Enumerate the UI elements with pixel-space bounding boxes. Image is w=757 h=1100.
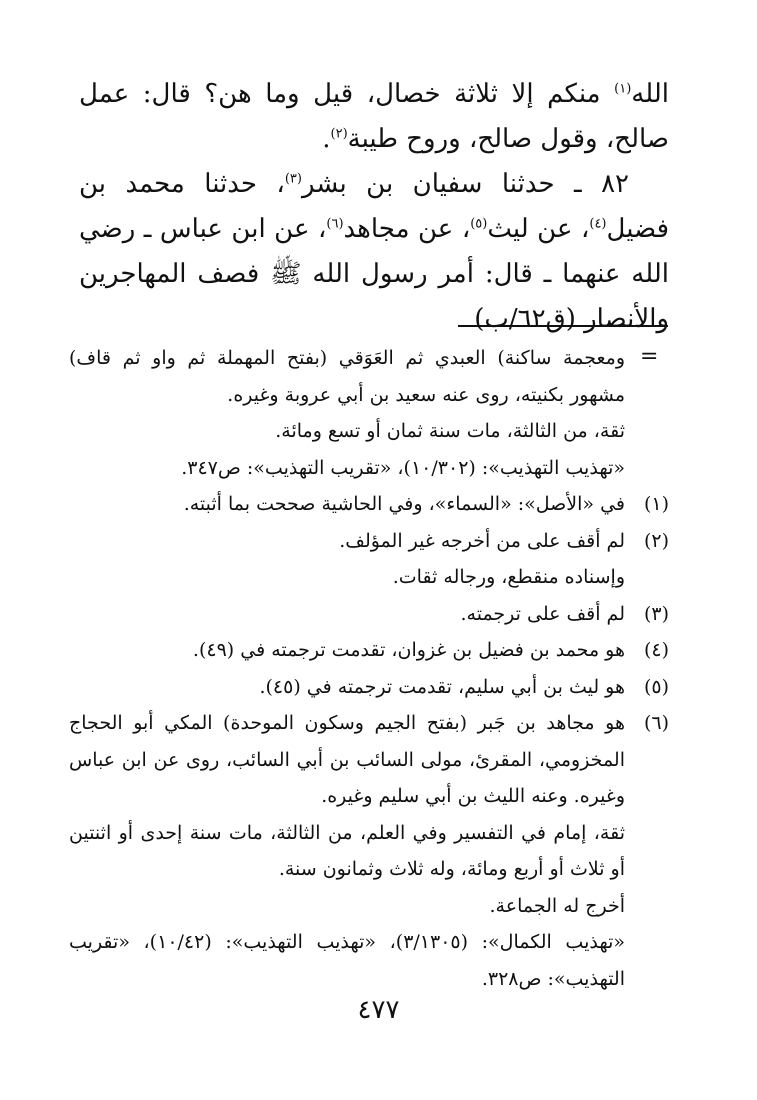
footnote-line: لم أقف على من أخرجه غير المؤلف. [339,529,625,552]
footnote-body [69,705,625,997]
footnote-3 [69,596,669,633]
footnote-2 [69,523,669,596]
text-segment: . [322,124,331,154]
footnote-4 [69,632,669,669]
footnote-ref-6: (٦) [326,216,344,232]
footnote-ref-1: (١) [614,81,632,97]
footnote-line: «تهذيب التهذيب»: (١٠/٣٠٢)، «تقريب التهذيب»: ص٣٤٧. [181,456,625,479]
footnotes [69,340,669,997]
text-segment: ، عن ليث [487,214,590,244]
main-paragraph-1 [79,72,669,162]
footnote-ref-5: (٥) [470,216,488,232]
footnote-ref-3: (٣) [284,171,302,187]
text-segment: ، حدثنا محمد بن فضيل [79,169,670,244]
footnote-line: هو مجاهد بن جَبر (بفتح الجيم وسكون الموحدة) المكي أبو الحجاج المخزومي، المقرئ، مولى السائب بن أبي السائب، روى عن ابن عباس وغيره. وعنه الليث بن أبي سليم وغيره. [69,712,625,807]
footnote-separator [458,325,668,327]
footnote-6 [69,705,669,997]
footnote-number: (٣) [643,602,669,625]
text-segment: منكم إلا ثلاثة خصال، قيل وما هن؟ قال: عمل صالح، [79,79,669,154]
continuation-mark: = [640,344,659,369]
footnote-number: (٦) [643,712,669,734]
footnote-continued [69,340,669,486]
footnote-ref-4: (٤) [589,216,607,232]
footnote-line: في «الأصل»: «السماء»، وفي الحاشية صححت بما أثبته. [183,493,625,515]
footnote-line: ثقة، من الثالثة، مات سنة ثمان أو تسع ومائة. [275,420,625,442]
footnote-line: هو ليث بن أبي سليم، تقدمت ترجمته في (٤٥). [259,675,625,698]
text-segment: وقول صالح، وروح طيبة [347,124,598,154]
footnote-line: ومعجمة ساكنة) العبدي ثم العَوَقي (بفتح المهملة ثم واو ثم قاف) مشهور بكنيته، روى عنه سعيد بن أبي عروبة وغيره. [69,347,625,406]
footnote-body [69,596,625,633]
text-segment: ، عن مجاهد [343,214,471,244]
footnote-line: أخرج له الجماعة. [489,894,625,917]
footnote-number: (٢) [643,529,669,552]
page-number: ٤٧٧ [357,995,400,1025]
footnote-line: هو محمد بن فضيل بن غزوان، تقدمت ترجمته في (٤٩). [192,639,625,661]
text-segment: ٨٢ ـ حدثنا سفيان بن بشر [301,169,629,199]
text-segment: ، عن ابن عباس ـ رضي الله عنهما ـ قال: أمر رسول الله ﷺ فصف المهاجرين والأنصار (ق٦٢/ب) [79,214,669,334]
footnote-number: (١) [643,493,669,515]
footnote-body [69,669,625,706]
footnote-body [69,340,625,486]
footnote-line: ثقة، إمام في التفسير وفي العلم، من الثالثة، مات سنة إحدى أو اثنتين أو ثلاث أو أربع ومائة، وله ثلاث وثمانون سنة. [69,821,625,880]
footnote-5 [69,669,669,706]
text-segment: الله [631,79,669,109]
footnote-number: (٤) [643,639,669,661]
hadith-82-paragraph [79,162,669,342]
footnote-1 [69,486,669,523]
footnote-line: وإسناده منقطع، ورجاله ثقات. [392,566,625,588]
footnote-line: لم أقف على ترجمته. [460,602,625,625]
footnote-body [69,486,625,523]
footnote-ref-2: (٢) [330,126,348,142]
footnote-body [69,523,625,596]
footnote-body [69,632,625,669]
footnote-line: «تهذيب الكمال»: (٣/١٣٠٥)، «تهذيب التهذيب»: (١٠/٤٢)، «تقريب التهذيب»: ص٣٢٨. [69,931,626,990]
footnote-number: (٥) [643,675,669,698]
main-text [79,72,669,342]
